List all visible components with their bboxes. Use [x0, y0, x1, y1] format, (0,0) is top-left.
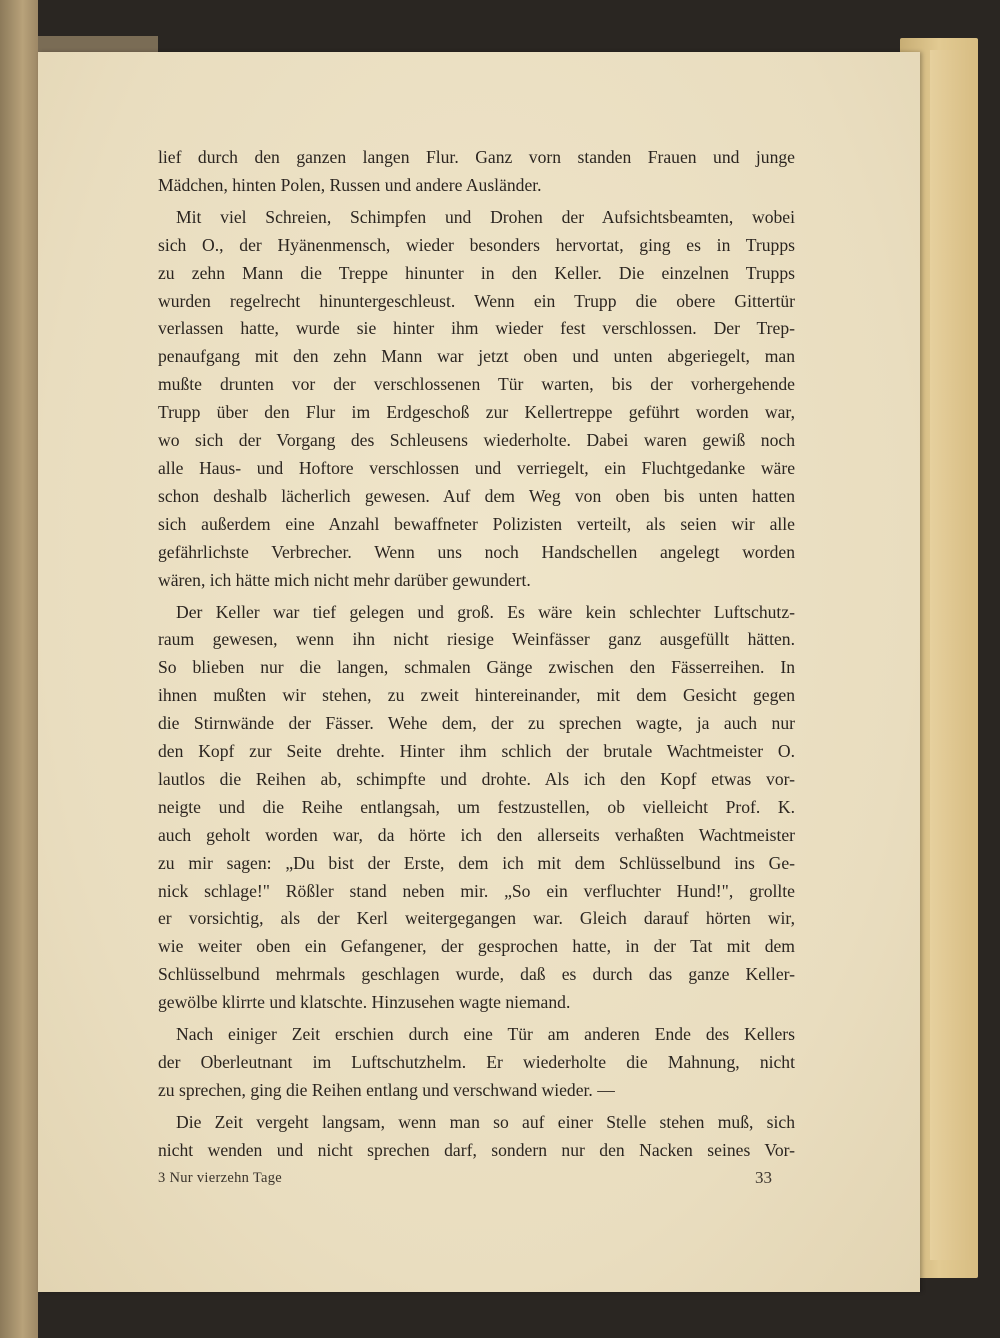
text-line: nick schlage!" Rößler stand neben mir. „So ein verfluchter Hund!", grollte	[158, 880, 795, 901]
text-line: wie weiter oben ein Gefangener, der gesprochen hatte, in der Tat mit dem	[158, 936, 795, 957]
text-line: Die Zeit vergeht langsam, wenn man so auf einer Stelle stehen muß, sich	[176, 1111, 795, 1132]
text-line: Der Keller war tief gelegen und groß. Es wäre kein schlechter Luftschutz-	[176, 601, 795, 622]
text-line: die Stirnwände der Fässer. Wehe dem, der zu sprechen wagte, ja auch nur	[158, 713, 795, 734]
text-line: penaufgang mit den zehn Mann war jetzt oben und unten abgeriegelt, man	[158, 346, 795, 367]
text-line: den Kopf zur Seite drehte. Hinter ihm schlich der brutale Wachtmeister O.	[158, 741, 795, 762]
text-line: wo sich der Vorgang des Schleusens wiederholte. Dabei waren gewiß noch	[158, 430, 795, 451]
book-spine	[0, 0, 38, 1338]
text-line: Trupp über den Flur im Erdgeschoß zur Kellertreppe geführt worden war,	[158, 402, 795, 423]
text-line: zu zehn Mann die Treppe hinunter in den Keller. Die einzelnen Trupps	[158, 262, 795, 283]
text-line: gewölbe klirrte und klatschte. Hinzusehen wagte niemand.	[158, 992, 571, 1013]
text-line: raum gewesen, wenn ihn nicht riesige Weinfässer ganz ausgefüllt hätten.	[158, 629, 795, 650]
signature-mark: 3 Nur vierzehn Tage	[158, 1170, 282, 1186]
text-line: zu sprechen, ging die Reihen entlang und verschwand wieder. —	[158, 1079, 615, 1100]
text-line: mußte drunten vor der verschlossenen Tür warten, bis der vorhergehende	[158, 374, 795, 395]
text-line: lautlos die Reihen ab, schimpfte und drohte. Als ich den Kopf etwas vor-	[158, 768, 795, 789]
text-line: nicht wenden und nicht sprechen darf, sondern nur den Nacken seines Vor-	[158, 1139, 795, 1160]
text-line: Mit viel Schreien, Schimpfen und Drohen der Aufsichtsbeamten, wobei	[176, 206, 795, 227]
text-line: sich O., der Hyänenmensch, wieder besonders hervortat, ging es in Trupps	[158, 234, 795, 255]
text-line: So blieben nur die langen, schmalen Gänge zwischen den Fässerreihen. In	[158, 657, 795, 678]
page-number: 33	[755, 1168, 772, 1187]
book-page	[38, 52, 920, 1292]
text-line: gefährlichste Verbrecher. Wenn uns noch Handschellen angelegt worden	[158, 541, 795, 562]
text-line: alle Haus- und Hoftore verschlossen und verriegelt, ein Fluchtgedanke wäre	[158, 457, 795, 478]
text-line: sich außerdem eine Anzahl bewaffneter Polizisten verteilt, als seien wir alle	[158, 513, 795, 534]
text-line: verlassen hatte, wurde sie hinter ihm wieder fest verschlossen. Der Trep-	[158, 318, 795, 339]
text-line: Mädchen, hinten Polen, Russen und andere Ausländer.	[158, 174, 542, 195]
text-line: Nach einiger Zeit erschien durch eine Tür am anderen Ende des Kellers	[176, 1024, 795, 1045]
text-line: wurden regelrecht hinuntergeschleust. Wenn ein Trupp die obere Gittertür	[158, 290, 795, 311]
text-line: zu mir sagen: „Du bist der Erste, dem ich mit dem Schlüsselbund ins Ge-	[158, 852, 795, 873]
text-line: neigte und die Reihe entlangsah, um festzustellen, ob vielleicht Prof. K.	[158, 796, 795, 817]
text-line: der Oberleutnant im Luftschutzhelm. Er wiederholte die Mahnung, nicht	[158, 1052, 795, 1072]
text-line: schon deshalb lächerlich gewesen. Auf dem Weg von oben bis unten hatten	[158, 485, 795, 506]
text-line: Schlüsselbund mehrmals geschlagen wurde, daß es durch das ganze Keller-	[158, 964, 795, 985]
text-line: auch geholt worden war, da hörte ich den allerseits verhaßten Wachtmeister	[158, 824, 795, 845]
text-line: lief durch den ganzen langen Flur. Ganz vorn standen Frauen und junge	[158, 147, 795, 167]
text-line: ihnen mußten wir stehen, zu zweit hintereinander, mit dem Gesicht gegen	[158, 685, 795, 706]
text-line: er vorsichtig, als der Kerl weitergegangen war. Gleich darauf hörten wir,	[158, 908, 795, 929]
back-page-edge	[930, 50, 970, 1260]
body-text	[158, 144, 795, 1165]
text-line: wären, ich hätte mich nicht mehr darüber gewundert.	[158, 569, 531, 590]
